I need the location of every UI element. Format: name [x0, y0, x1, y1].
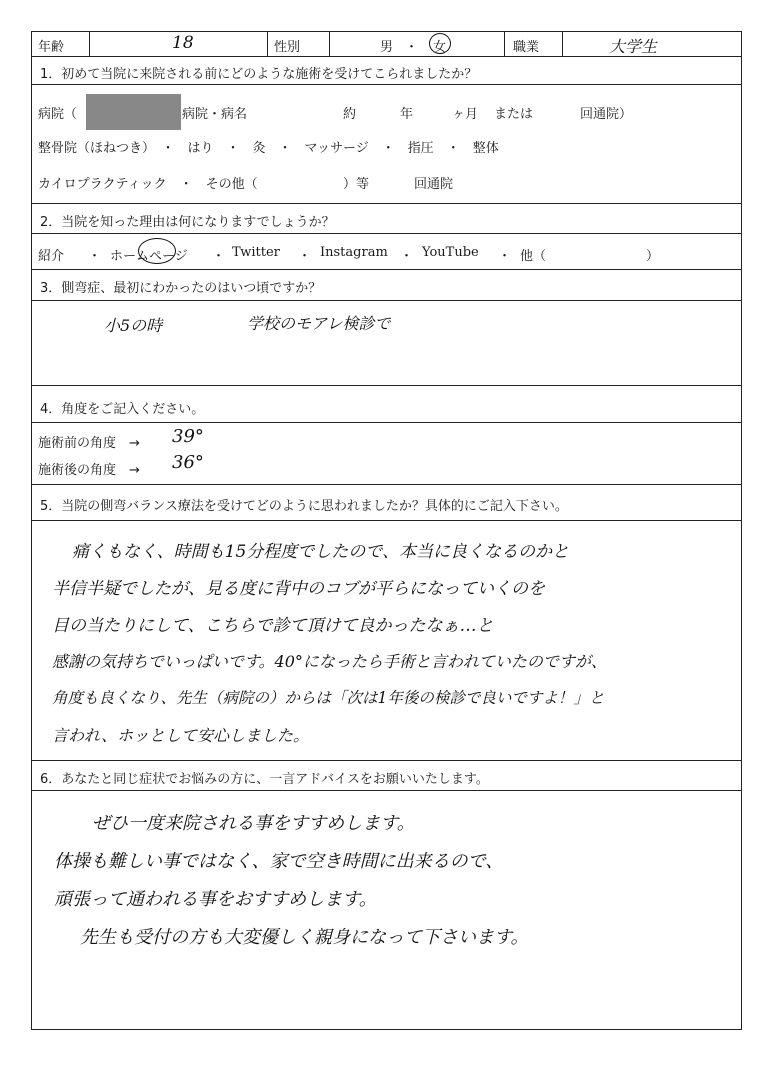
- gender-label-cell: [268, 32, 330, 56]
- angle-before-label: 施術前の角度 →: [38, 436, 140, 451]
- opt-other-close: ）: [646, 249, 660, 264]
- job-label: 職業: [513, 40, 540, 55]
- q2-body: [32, 234, 741, 270]
- job-value-cell: [563, 32, 743, 56]
- opt-other: 他（: [520, 249, 547, 264]
- q4-title-row: [32, 386, 741, 423]
- hospital-name-label: 病院・病名: [182, 107, 248, 122]
- opt-sep: ・: [400, 249, 414, 264]
- gender-label: 性別: [274, 40, 301, 55]
- angle-after-value: 36°: [172, 452, 204, 473]
- q2-title-row: [32, 204, 741, 234]
- opt-instagram: Instagram: [320, 245, 388, 260]
- opt-homepage: ホームページ: [110, 249, 188, 264]
- q5-line: 目の当たりにして、こちらで診て頂けて良かったなぁ…と: [52, 616, 494, 636]
- questionnaire-form: [31, 31, 742, 1030]
- q3-answer-when: 小5の時: [104, 316, 163, 335]
- q1-title: 1．初めて当院に来院される前にどのような施術を受けてこられましたか？: [40, 67, 478, 82]
- q6-line: 頑張って通われる事をおすすめします。: [54, 889, 377, 910]
- q2-title: 2．当院を知った理由は何になりますでしょうか？: [40, 215, 335, 230]
- months-label: ヶ月: [452, 107, 479, 122]
- seikotsu-line: 整骨院（ほねつき） ・ はり ・ 灸 ・ マッサージ ・ 指圧 ・ 整体: [38, 141, 499, 156]
- header-row: [32, 32, 741, 57]
- q6-body: [32, 791, 741, 1029]
- q5-line: 言われ、ホッとして安心しました。: [52, 726, 309, 745]
- q6-line: ぜひ一度来院される事をすすめします。: [92, 813, 415, 834]
- approx-label: 約: [343, 107, 357, 122]
- hospital-open: 病院（: [38, 107, 78, 122]
- q4-body: [32, 423, 741, 485]
- chiro-line: カイロプラクティック ・ その他（: [38, 177, 258, 192]
- opt-referral: 紹介: [38, 249, 65, 264]
- selected-circle: [138, 238, 176, 264]
- opt-sep: ・: [88, 249, 102, 264]
- q3-title-row: [32, 270, 741, 301]
- gender-options-cell: [330, 32, 505, 56]
- redaction-box: [86, 94, 181, 130]
- job-value: 大学生: [609, 37, 658, 56]
- q6-line: 先生も受付の方も大変優しく親身になって下さいます。: [80, 927, 529, 948]
- visits-close: 回通院）: [580, 107, 633, 122]
- angle-after-label: 施術後の角度 →: [38, 463, 140, 478]
- chiro-etc: ）等: [343, 177, 370, 192]
- years-label: 年: [400, 107, 414, 122]
- opt-sep: ・: [498, 249, 512, 264]
- q1-body: [32, 85, 741, 204]
- age-value: 18: [172, 33, 194, 53]
- q6-title: 6．あなたと同じ症状でお悩みの方に、一言アドバイスをお願いいたします。: [40, 772, 489, 787]
- q5-title-row: [32, 485, 741, 521]
- chiro-visits: 回通院: [414, 177, 454, 192]
- angle-before-value: 39°: [172, 426, 204, 447]
- gender-dot: ・: [405, 40, 419, 55]
- q5-title: 5．当院の側弯バランス療法を受けてどのように思われましたか？具体的にご記入下さい。: [40, 499, 568, 514]
- job-label-cell: [505, 32, 563, 56]
- q5-body: [32, 521, 741, 761]
- opt-youtube: YouTube: [422, 245, 479, 260]
- age-label-cell: [32, 32, 90, 56]
- q6-line: 体操も難しい事ではなく、家で空き時間に出来るので、: [54, 851, 504, 872]
- selected-circle: [429, 33, 451, 54]
- q4-title: 4．角度をご記入ください。: [40, 402, 205, 417]
- q5-line: 半信半疑でしたが、見る度に背中のコブが平らになっていくのを: [52, 579, 545, 599]
- opt-twitter: Twitter: [232, 245, 280, 260]
- q5-line: 角度も良くなり、先生（病院の）からは「次は1年後の検診で良いですよ！」と: [52, 689, 605, 707]
- q6-title-row: [32, 761, 741, 791]
- age-value-cell: [90, 32, 268, 56]
- q3-answer-how: 学校のモアレ検診で: [247, 314, 391, 333]
- q5-line: 感謝の気持ちでいっぱいです。40°になったら手術と言われていたのですが、: [52, 652, 607, 671]
- opt-sep: ・: [298, 249, 312, 264]
- q5-line: 痛くもなく、時間も15分程度でしたので、本当に良くなるのかと: [72, 542, 569, 562]
- q3-body: [32, 301, 741, 386]
- gender-female: 女: [433, 40, 447, 55]
- q1-title-row: [32, 57, 741, 85]
- or-label: または: [494, 107, 534, 122]
- age-label: 年齢: [38, 40, 65, 55]
- gender-male: 男: [380, 40, 394, 55]
- opt-sep: ・: [212, 249, 226, 264]
- q3-title: 3．側弯症、最初にわかったのはいつ頃ですか？: [40, 281, 322, 296]
